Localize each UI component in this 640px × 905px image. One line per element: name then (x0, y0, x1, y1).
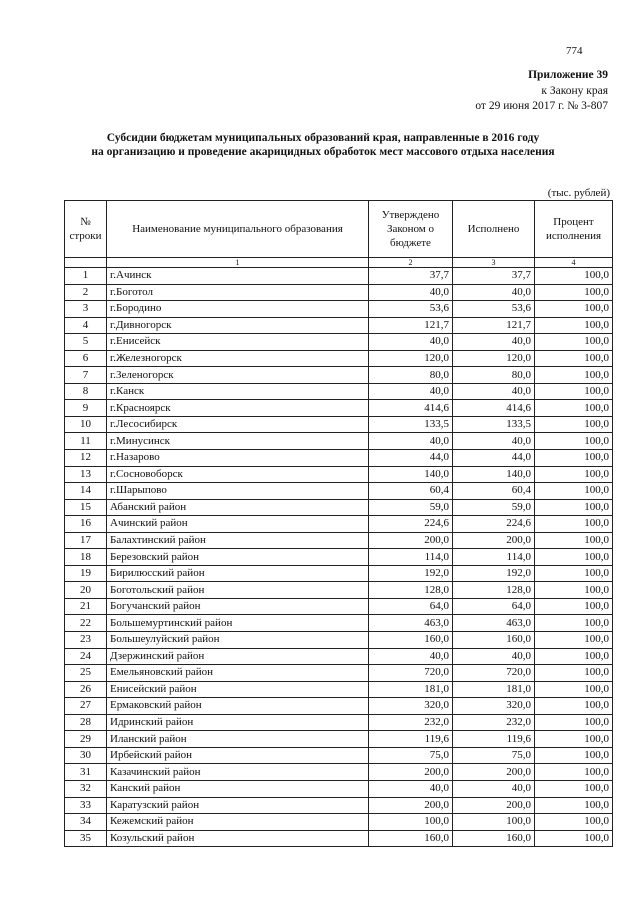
execution-percent-cell: 100,0 (535, 334, 613, 351)
executed-amount-cell: 40,0 (453, 334, 535, 351)
row-number-cell: 2 (65, 284, 107, 301)
row-number-cell: 33 (65, 797, 107, 814)
execution-percent-cell: 100,0 (535, 747, 613, 764)
municipality-name-cell: г.Боготол (107, 284, 369, 301)
executed-amount-cell: 40,0 (453, 383, 535, 400)
approved-amount-cell: 128,0 (369, 582, 453, 599)
executed-amount-cell: 133,5 (453, 416, 535, 433)
row-number-cell: 7 (65, 367, 107, 384)
table-row (65, 400, 613, 417)
row-number-cell: 22 (65, 615, 107, 632)
approved-amount-cell: 160,0 (369, 830, 453, 847)
row-number-cell: 14 (65, 483, 107, 500)
row-number-cell: 16 (65, 516, 107, 533)
table-row (65, 284, 613, 301)
approved-amount-cell: 232,0 (369, 714, 453, 731)
table-row (65, 532, 613, 549)
municipality-name-cell: Абанский район (107, 499, 369, 516)
municipality-name-cell: г.Лесосибирск (107, 416, 369, 433)
subsidy-table (64, 200, 613, 847)
table-row (65, 483, 613, 500)
table-row (65, 582, 613, 599)
row-number-cell: 19 (65, 565, 107, 582)
municipality-name-cell: г.Дивногорск (107, 317, 369, 334)
table-row (65, 301, 613, 318)
table-row (65, 383, 613, 400)
row-number-cell: 28 (65, 714, 107, 731)
header-name: Наименование муниципального образования (107, 201, 369, 258)
row-number-cell: 5 (65, 334, 107, 351)
approved-amount-cell: 119,6 (369, 731, 453, 748)
municipality-name-cell: Канский район (107, 780, 369, 797)
execution-percent-cell: 100,0 (535, 731, 613, 748)
executed-amount-cell: 140,0 (453, 466, 535, 483)
executed-amount-cell: 120,0 (453, 350, 535, 367)
approved-amount-cell: 121,7 (369, 317, 453, 334)
execution-percent-cell: 100,0 (535, 317, 613, 334)
row-number-cell: 25 (65, 665, 107, 682)
table-row (65, 516, 613, 533)
execution-percent-cell: 100,0 (535, 433, 613, 450)
table-row (65, 598, 613, 615)
execution-percent-cell: 100,0 (535, 632, 613, 649)
municipality-name-cell: Дзержинский район (107, 648, 369, 665)
municipality-name-cell: г.Ачинск (107, 268, 369, 285)
row-number-cell: 27 (65, 698, 107, 715)
row-number-cell: 34 (65, 814, 107, 831)
municipality-name-cell: г.Шарыпово (107, 483, 369, 500)
appendix-law-date: от 29 июня 2017 г. № 3-807 (475, 100, 608, 112)
row-number-cell: 31 (65, 764, 107, 781)
row-number-cell: 10 (65, 416, 107, 433)
approved-amount-cell: 463,0 (369, 615, 453, 632)
municipality-name-cell: Ачинский район (107, 516, 369, 533)
approved-amount-cell: 100,0 (369, 814, 453, 831)
row-number-cell: 23 (65, 632, 107, 649)
municipality-name-cell: г.Зеленогорск (107, 367, 369, 384)
approved-amount-cell: 40,0 (369, 284, 453, 301)
municipality-name-cell: г.Назарово (107, 450, 369, 467)
row-number-cell: 26 (65, 681, 107, 698)
executed-amount-cell: 232,0 (453, 714, 535, 731)
execution-percent-cell: 100,0 (535, 698, 613, 715)
executed-amount-cell: 160,0 (453, 830, 535, 847)
executed-amount-cell: 64,0 (453, 598, 535, 615)
appendix-header (475, 68, 608, 115)
executed-amount-cell: 100,0 (453, 814, 535, 831)
approved-amount-cell: 59,0 (369, 499, 453, 516)
executed-amount-cell: 75,0 (453, 747, 535, 764)
municipality-name-cell: Бирилюсский район (107, 565, 369, 582)
approved-amount-cell: 320,0 (369, 698, 453, 715)
executed-amount-cell: 40,0 (453, 648, 535, 665)
column-number: 1 (107, 258, 369, 268)
table-row (65, 499, 613, 516)
municipality-name-cell: Кежемский район (107, 814, 369, 831)
column-number: 4 (535, 258, 613, 268)
executed-amount-cell: 160,0 (453, 632, 535, 649)
executed-amount-cell: 114,0 (453, 549, 535, 566)
approved-amount-cell: 60,4 (369, 483, 453, 500)
column-numbers-row (65, 258, 613, 268)
municipality-name-cell: г.Минусинск (107, 433, 369, 450)
execution-percent-cell: 100,0 (535, 830, 613, 847)
table-row (65, 797, 613, 814)
executed-amount-cell: 40,0 (453, 284, 535, 301)
approved-amount-cell: 40,0 (369, 334, 453, 351)
appendix-law-reference: к Закону края (541, 84, 608, 97)
approved-amount-cell: 181,0 (369, 681, 453, 698)
executed-amount-cell: 119,6 (453, 731, 535, 748)
execution-percent-cell: 100,0 (535, 416, 613, 433)
approved-amount-cell: 133,5 (369, 416, 453, 433)
row-number-cell: 18 (65, 549, 107, 566)
appendix-title: Приложение 39 (528, 69, 608, 81)
approved-amount-cell: 80,0 (369, 367, 453, 384)
municipality-name-cell: Боготольский район (107, 582, 369, 599)
header-approved: Утверждено Законом о бюджете (369, 201, 453, 258)
approved-amount-cell: 44,0 (369, 450, 453, 467)
row-number-cell: 20 (65, 582, 107, 599)
execution-percent-cell: 100,0 (535, 582, 613, 599)
municipality-name-cell: г.Сосновоборск (107, 466, 369, 483)
row-number-cell: 9 (65, 400, 107, 417)
municipality-name-cell: Березовский район (107, 549, 369, 566)
table-row (65, 698, 613, 715)
table-row (65, 466, 613, 483)
approved-amount-cell: 720,0 (369, 665, 453, 682)
execution-percent-cell: 100,0 (535, 565, 613, 582)
row-number-cell: 35 (65, 830, 107, 847)
executed-amount-cell: 200,0 (453, 764, 535, 781)
column-number: 2 (369, 258, 453, 268)
row-number-cell: 15 (65, 499, 107, 516)
execution-percent-cell: 100,0 (535, 268, 613, 285)
executed-amount-cell: 463,0 (453, 615, 535, 632)
table-row (65, 764, 613, 781)
table-row (65, 350, 613, 367)
table-row (65, 367, 613, 384)
executed-amount-cell: 59,0 (453, 499, 535, 516)
execution-percent-cell: 100,0 (535, 598, 613, 615)
executed-amount-cell: 53,6 (453, 301, 535, 318)
municipality-name-cell: г.Бородино (107, 301, 369, 318)
table-row (65, 632, 613, 649)
row-number-cell: 8 (65, 383, 107, 400)
row-number-cell: 11 (65, 433, 107, 450)
municipality-name-cell: г.Красноярск (107, 400, 369, 417)
document-title (40, 131, 606, 159)
executed-amount-cell: 80,0 (453, 367, 535, 384)
approved-amount-cell: 140,0 (369, 466, 453, 483)
executed-amount-cell: 128,0 (453, 582, 535, 599)
row-number-cell: 13 (65, 466, 107, 483)
document-title-line-1: Субсидии бюджетам муниципальных образований края, направленные в 2016 году (106, 132, 540, 144)
approved-amount-cell: 40,0 (369, 383, 453, 400)
municipality-name-cell: Ермаковский район (107, 698, 369, 715)
executed-amount-cell: 40,0 (453, 780, 535, 797)
table-row (65, 814, 613, 831)
municipality-name-cell: Енисейский район (107, 681, 369, 698)
executed-amount-cell: 200,0 (453, 532, 535, 549)
table-row (65, 731, 613, 748)
table-row (65, 665, 613, 682)
units-label: (тыс. рублей) (547, 187, 610, 199)
municipality-name-cell: Иланский район (107, 731, 369, 748)
execution-percent-cell: 100,0 (535, 780, 613, 797)
executed-amount-cell: 720,0 (453, 665, 535, 682)
municipality-name-cell: Козульский район (107, 830, 369, 847)
municipality-name-cell: Большеулуйский район (107, 632, 369, 649)
municipality-name-cell: Большемуртинский район (107, 615, 369, 632)
executed-amount-cell: 200,0 (453, 797, 535, 814)
approved-amount-cell: 120,0 (369, 350, 453, 367)
table-row (65, 334, 613, 351)
row-number-cell: 3 (65, 301, 107, 318)
execution-percent-cell: 100,0 (535, 814, 613, 831)
table-row (65, 268, 613, 285)
execution-percent-cell: 100,0 (535, 483, 613, 500)
approved-amount-cell: 192,0 (369, 565, 453, 582)
execution-percent-cell: 100,0 (535, 665, 613, 682)
execution-percent-cell: 100,0 (535, 764, 613, 781)
approved-amount-cell: 40,0 (369, 648, 453, 665)
column-number: 3 (453, 258, 535, 268)
execution-percent-cell: 100,0 (535, 532, 613, 549)
execution-percent-cell: 100,0 (535, 450, 613, 467)
municipality-name-cell: Балахтинский район (107, 532, 369, 549)
executed-amount-cell: 40,0 (453, 433, 535, 450)
table-row (65, 780, 613, 797)
table-row (65, 416, 613, 433)
table-row (65, 433, 613, 450)
execution-percent-cell: 100,0 (535, 400, 613, 417)
header-percent: Процент исполнения (535, 201, 613, 258)
row-number-cell: 17 (65, 532, 107, 549)
document-title-line-2: на организацию и проведение акарицидных обработок мест массового отдыха населения (91, 146, 555, 158)
table-row (65, 615, 613, 632)
table-row (65, 317, 613, 334)
row-number-cell: 6 (65, 350, 107, 367)
execution-percent-cell: 100,0 (535, 466, 613, 483)
column-number-blank (65, 258, 107, 268)
municipality-name-cell: г.Канск (107, 383, 369, 400)
row-number-cell: 4 (65, 317, 107, 334)
table-body (65, 268, 613, 847)
municipality-name-cell: г.Енисейск (107, 334, 369, 351)
executed-amount-cell: 192,0 (453, 565, 535, 582)
header-executed: Исполнено (453, 201, 535, 258)
header-row-number: № строки (65, 201, 107, 258)
municipality-name-cell: Казачинский район (107, 764, 369, 781)
municipality-name-cell: Ирбейский район (107, 747, 369, 764)
executed-amount-cell: 121,7 (453, 317, 535, 334)
row-number-cell: 30 (65, 747, 107, 764)
execution-percent-cell: 100,0 (535, 301, 613, 318)
executed-amount-cell: 320,0 (453, 698, 535, 715)
approved-amount-cell: 224,6 (369, 516, 453, 533)
row-number-cell: 12 (65, 450, 107, 467)
row-number-cell: 1 (65, 268, 107, 285)
executed-amount-cell: 414,6 (453, 400, 535, 417)
approved-amount-cell: 200,0 (369, 797, 453, 814)
execution-percent-cell: 100,0 (535, 383, 613, 400)
municipality-name-cell: Идринский район (107, 714, 369, 731)
row-number-cell: 29 (65, 731, 107, 748)
approved-amount-cell: 40,0 (369, 433, 453, 450)
table-row (65, 747, 613, 764)
execution-percent-cell: 100,0 (535, 499, 613, 516)
row-number-cell: 32 (65, 780, 107, 797)
table-row (65, 714, 613, 731)
executed-amount-cell: 181,0 (453, 681, 535, 698)
table-row (65, 450, 613, 467)
approved-amount-cell: 64,0 (369, 598, 453, 615)
approved-amount-cell: 75,0 (369, 747, 453, 764)
execution-percent-cell: 100,0 (535, 549, 613, 566)
table-header-row (65, 201, 613, 258)
executed-amount-cell: 44,0 (453, 450, 535, 467)
approved-amount-cell: 114,0 (369, 549, 453, 566)
municipality-name-cell: Каратузский район (107, 797, 369, 814)
municipality-name-cell: Емельяновский район (107, 665, 369, 682)
approved-amount-cell: 53,6 (369, 301, 453, 318)
execution-percent-cell: 100,0 (535, 714, 613, 731)
table-row (65, 648, 613, 665)
executed-amount-cell: 37,7 (453, 268, 535, 285)
municipality-name-cell: Богучанский район (107, 598, 369, 615)
execution-percent-cell: 100,0 (535, 516, 613, 533)
execution-percent-cell: 100,0 (535, 615, 613, 632)
table-row (65, 565, 613, 582)
execution-percent-cell: 100,0 (535, 681, 613, 698)
execution-percent-cell: 100,0 (535, 648, 613, 665)
execution-percent-cell: 100,0 (535, 367, 613, 384)
executed-amount-cell: 224,6 (453, 516, 535, 533)
approved-amount-cell: 37,7 (369, 268, 453, 285)
row-number-cell: 21 (65, 598, 107, 615)
row-number-cell: 24 (65, 648, 107, 665)
table-row (65, 830, 613, 847)
municipality-name-cell: г.Железногорск (107, 350, 369, 367)
approved-amount-cell: 200,0 (369, 764, 453, 781)
approved-amount-cell: 200,0 (369, 532, 453, 549)
execution-percent-cell: 100,0 (535, 284, 613, 301)
page-number: 774 (566, 45, 583, 57)
execution-percent-cell: 100,0 (535, 350, 613, 367)
approved-amount-cell: 414,6 (369, 400, 453, 417)
approved-amount-cell: 40,0 (369, 780, 453, 797)
table-row (65, 681, 613, 698)
approved-amount-cell: 160,0 (369, 632, 453, 649)
execution-percent-cell: 100,0 (535, 797, 613, 814)
executed-amount-cell: 60,4 (453, 483, 535, 500)
table-row (65, 549, 613, 566)
